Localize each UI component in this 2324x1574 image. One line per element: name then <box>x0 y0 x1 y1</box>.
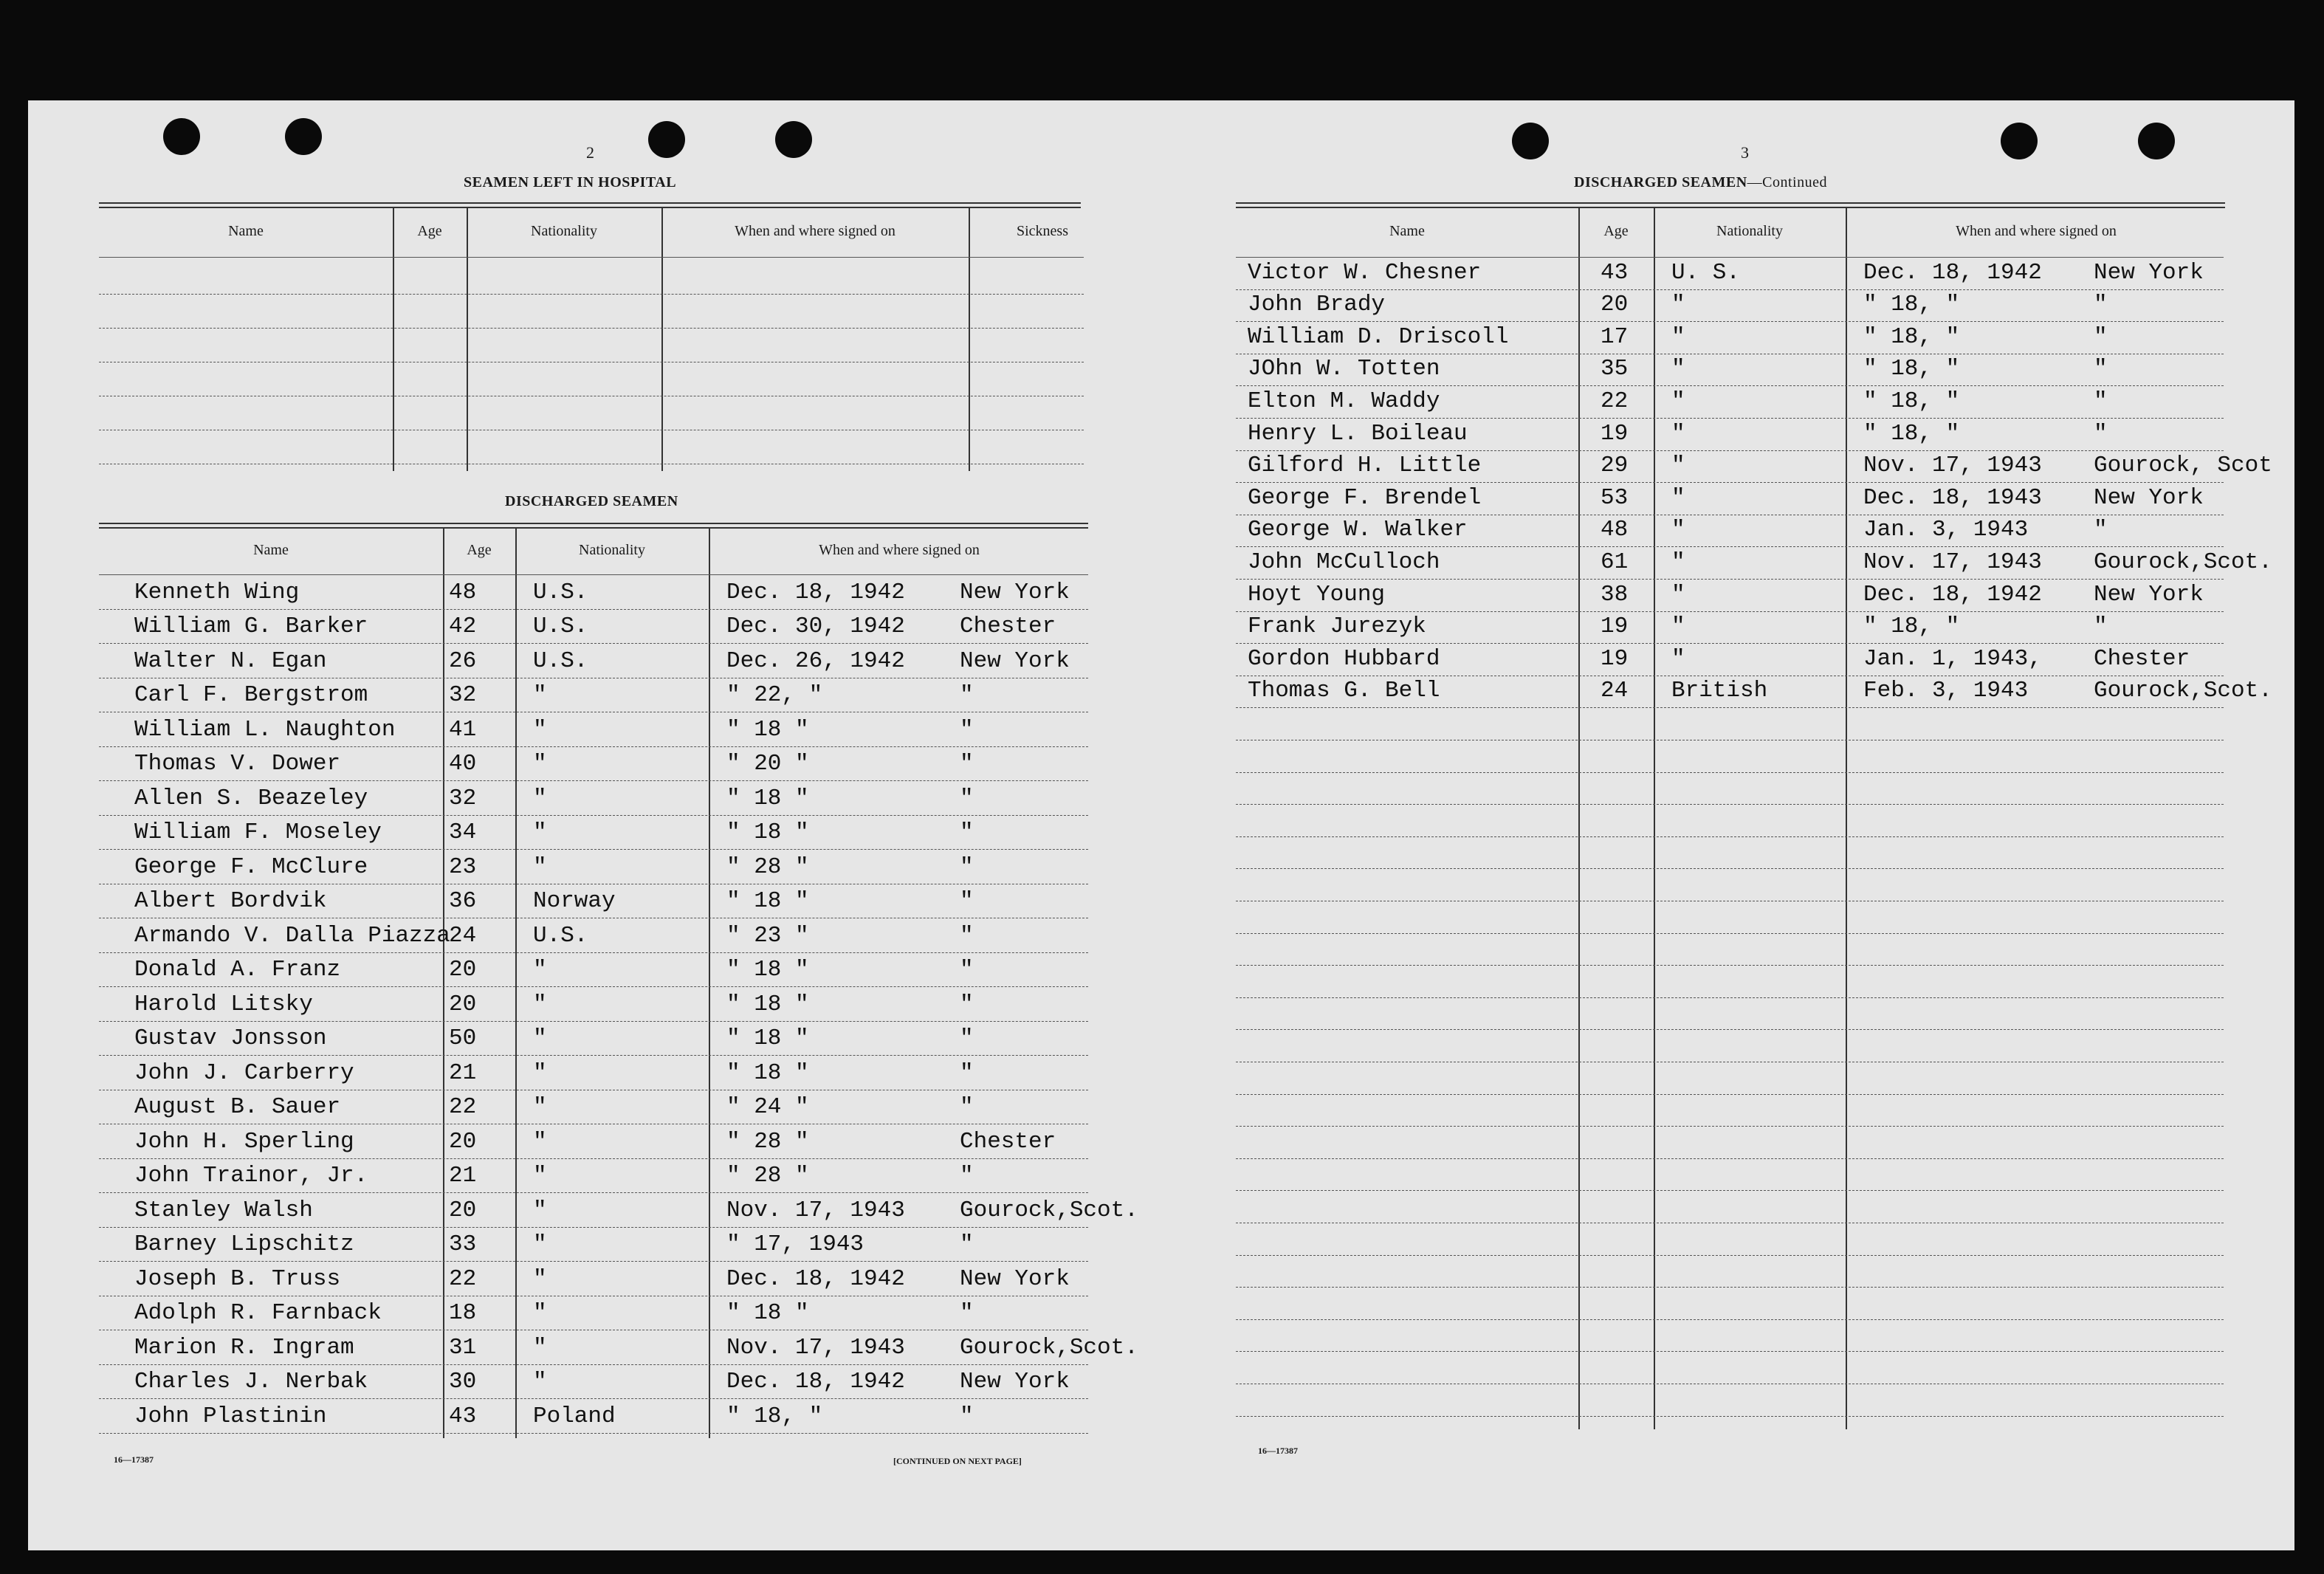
seaman-name: Adolph R. Farnback <box>134 1300 382 1326</box>
seaman-name: Allen S. Beazeley <box>134 785 368 811</box>
signed-on-date: " 28 " <box>726 853 809 880</box>
seaman-nationality: " <box>1671 292 1685 318</box>
signed-on-place: Gourock,Scot. <box>960 1197 1138 1223</box>
signed-on-date: Dec. 18, 1942 <box>726 579 905 605</box>
seaman-nationality: " <box>1671 614 1685 640</box>
seaman-name: Carl F. Bergstrom <box>134 682 368 708</box>
table-row <box>99 1230 1088 1265</box>
signed-on-date: " 18 " <box>726 1059 809 1086</box>
seaman-name: John Trainor, Jr. <box>134 1163 368 1189</box>
seaman-name: Albert Bordvik <box>134 888 327 914</box>
signed-on-place: " <box>960 716 974 743</box>
seaman-nationality: " <box>533 1265 547 1292</box>
table-row <box>1236 357 2224 389</box>
seaman-nationality: " <box>533 1197 547 1223</box>
seaman-nationality: " <box>1671 323 1685 350</box>
column-divider <box>467 208 468 471</box>
seaman-age: 20 <box>449 1197 477 1223</box>
continued-note: [CONTINUED ON NEXT PAGE] <box>893 1456 1022 1466</box>
signed-on-place: " <box>960 1403 974 1429</box>
seaman-age: 29 <box>1601 453 1629 479</box>
signed-on-place: New York <box>960 579 1070 605</box>
signed-on-place: " <box>960 682 974 708</box>
signed-on-place: " <box>2094 388 2108 414</box>
seaman-nationality: " <box>533 1334 547 1361</box>
seaman-age: 35 <box>1601 356 1629 382</box>
signed-on-date: Dec. 30, 1942 <box>726 614 905 639</box>
signed-on-place: New York <box>2094 484 2204 511</box>
table-rule <box>99 523 1088 524</box>
seaman-age: 32 <box>449 785 477 811</box>
table-row <box>1236 549 2272 582</box>
signed-on-date: " 18 " <box>726 1300 809 1326</box>
row-line <box>1236 1351 2224 1352</box>
table-row <box>1236 678 2272 711</box>
seaman-nationality: U. S. <box>1671 259 1741 286</box>
seaman-nationality: " <box>533 716 547 743</box>
signed-on-date: Dec. 18, 1942 <box>726 1369 905 1395</box>
seaman-name: Harold Litsky <box>134 991 313 1017</box>
row-line <box>1236 1094 2224 1095</box>
seaman-name: Thomas G. Bell <box>1248 678 1440 704</box>
seaman-nationality: " <box>1671 581 1685 608</box>
seaman-name: Gilford H. Little <box>1248 453 1482 479</box>
row-line <box>1236 1287 2224 1288</box>
seaman-nationality: " <box>533 1369 547 1395</box>
seaman-age: 53 <box>1601 484 1629 511</box>
seaman-age: 24 <box>449 922 477 949</box>
seaman-name: Gordon Hubbard <box>1248 645 1440 672</box>
table-row <box>1236 421 2224 453</box>
signed-on-date: " 18, " <box>1863 614 1960 640</box>
seaman-age: 40 <box>449 751 477 777</box>
seaman-age: 31 <box>449 1334 477 1361</box>
seaman-nationality: " <box>533 1025 547 1051</box>
header-rule <box>1236 257 2224 258</box>
seaman-nationality: " <box>1671 420 1685 447</box>
signed-on-date: " 24 " <box>726 1094 809 1120</box>
column-divider <box>969 208 970 471</box>
seaman-age: 20 <box>449 991 477 1017</box>
signed-on-date: Nov. 17, 1943 <box>726 1197 905 1223</box>
row-line <box>1236 1190 2224 1191</box>
signed-on-date: " 23 " <box>726 922 809 949</box>
signed-on-date: Dec. 18, 1943 <box>1863 484 2042 511</box>
seaman-age: 34 <box>449 819 477 845</box>
signed-on-date: " 18, " <box>1863 356 1960 382</box>
col-header-age: Age <box>467 542 492 558</box>
signed-on-date: Nov. 17, 1943 <box>1863 549 2042 575</box>
signed-on-date: Dec. 18, 1942 <box>1863 581 2042 608</box>
signed-on-date: " 18 " <box>726 991 809 1017</box>
signed-on-place: " <box>960 922 974 949</box>
signed-on-date: Dec. 26, 1942 <box>726 647 905 674</box>
signed-on-date: " 28 " <box>726 1128 809 1155</box>
signed-on-place: Gourock,Scot. <box>2094 678 2272 704</box>
seaman-name: Donald A. Franz <box>134 957 341 983</box>
table-row <box>99 818 1088 853</box>
right-page <box>1236 100 2272 1550</box>
discharged-section-title: DISCHARGED SEAMEN <box>505 493 678 509</box>
table-row <box>99 1195 1138 1230</box>
signed-on-date: " 28 " <box>726 1163 809 1189</box>
table-row <box>99 1367 1088 1402</box>
seaman-name: Barney Lipschitz <box>134 1231 354 1257</box>
signed-on-date: Jan. 3, 1943 <box>1863 517 2029 543</box>
seaman-name: Hoyt Young <box>1248 581 1386 608</box>
table-row <box>1236 388 2224 421</box>
seaman-age: 19 <box>1601 645 1629 672</box>
seaman-age: 50 <box>449 1025 477 1051</box>
seaman-name: John H. Sperling <box>134 1128 354 1155</box>
signed-on-place: New York <box>960 647 1070 674</box>
seaman-name: William G. Barker <box>134 614 368 639</box>
signed-on-date: " 18 " <box>726 819 809 845</box>
seaman-age: 38 <box>1601 581 1629 608</box>
table-row <box>99 921 1088 955</box>
seaman-name: William D. Driscoll <box>1248 323 1509 350</box>
document-sheet <box>28 100 2294 1550</box>
signed-on-place: " <box>960 1163 974 1189</box>
column-divider <box>661 208 663 471</box>
seaman-name: William L. Naughton <box>134 716 396 743</box>
signed-on-place: " <box>2094 323 2108 350</box>
signed-on-place: " <box>960 1231 974 1257</box>
signed-on-date: " 18, " <box>726 1403 823 1429</box>
col-header-signed-on: When and where signed on <box>1956 223 2117 239</box>
signed-on-date: Dec. 18, 1942 <box>726 1265 905 1292</box>
row-line <box>1236 868 2224 869</box>
table-row <box>99 1299 1088 1333</box>
signed-on-date: " 18 " <box>726 888 809 914</box>
seaman-name: George W. Walker <box>1248 517 1468 543</box>
table-row <box>99 612 1088 647</box>
signed-on-place: New York <box>2094 581 2204 608</box>
seaman-age: 20 <box>449 957 477 983</box>
seaman-nationality: " <box>533 682 547 708</box>
signed-on-place: New York <box>960 1265 1070 1292</box>
seaman-nationality: " <box>533 853 547 880</box>
table-row <box>1236 485 2224 518</box>
seaman-age: 21 <box>449 1163 477 1189</box>
seaman-age: 17 <box>1601 323 1629 350</box>
seaman-nationality: " <box>533 1128 547 1155</box>
table-row <box>1236 260 2224 292</box>
row-line <box>1236 1416 2224 1417</box>
seaman-age: 19 <box>1601 420 1629 447</box>
seaman-age: 42 <box>449 614 477 639</box>
table-row <box>99 1264 1088 1299</box>
col-header-name: Name <box>1389 223 1425 239</box>
signed-on-place: " <box>960 957 974 983</box>
seaman-age: 61 <box>1601 549 1629 575</box>
row-line <box>1236 1255 2224 1256</box>
signed-on-place: Chester <box>960 1128 1056 1155</box>
seaman-name: Victor W. Chesner <box>1248 259 1482 286</box>
table-row <box>99 955 1088 990</box>
table-row <box>99 852 1088 887</box>
seaman-name: John J. Carberry <box>134 1059 354 1086</box>
seaman-nationality: " <box>533 1163 547 1189</box>
table-row <box>99 715 1088 749</box>
table-row <box>99 681 1088 715</box>
signed-on-date: Nov. 17, 1943 <box>1863 453 2042 479</box>
seaman-age: 19 <box>1601 614 1629 640</box>
discharged-continued-title <box>1574 174 1827 191</box>
signed-on-date: " 18 " <box>726 716 809 743</box>
seaman-nationality: Norway <box>533 888 616 914</box>
table-row <box>99 1058 1088 1093</box>
seaman-nationality: U.S. <box>533 579 588 605</box>
seaman-age: 30 <box>449 1369 477 1395</box>
signed-on-place: New York <box>2094 259 2204 286</box>
table-row <box>99 1093 1088 1127</box>
table-row <box>1236 518 2224 550</box>
table-row <box>1236 614 2224 647</box>
table-row <box>99 1024 1088 1059</box>
signed-on-date: " 22, " <box>726 682 823 708</box>
table-row <box>1236 453 2272 486</box>
signed-on-place: Chester <box>960 614 1056 639</box>
row-line <box>99 294 1084 295</box>
hospital-section-title: SEAMEN LEFT IN HOSPITAL <box>464 174 677 190</box>
signed-on-date: " 18, " <box>1863 292 1960 318</box>
seaman-name: Kenneth Wing <box>134 579 300 605</box>
row-line <box>99 257 1084 258</box>
signed-on-place: " <box>960 751 974 777</box>
table-row <box>1236 646 2224 678</box>
signed-on-date: Nov. 17, 1943 <box>726 1334 905 1361</box>
table-row <box>1236 582 2224 614</box>
col-header-age: Age <box>1603 223 1629 239</box>
signed-on-place: " <box>960 888 974 914</box>
signed-on-date: " 20 " <box>726 751 809 777</box>
seaman-nationality: U.S. <box>533 614 588 639</box>
seaman-name: George F. Brendel <box>1248 484 1482 511</box>
table-row <box>99 1401 1088 1436</box>
signed-on-place: " <box>960 1094 974 1120</box>
seaman-nationality: " <box>1671 645 1685 672</box>
signed-on-date: " 18 " <box>726 1025 809 1051</box>
seaman-name: William F. Moseley <box>134 819 382 845</box>
seaman-name: Marion R. Ingram <box>134 1334 354 1361</box>
row-line <box>1236 1319 2224 1320</box>
seaman-nationality: " <box>533 1094 547 1120</box>
form-number: 16—17387 <box>114 1454 154 1465</box>
table-row <box>99 577 1088 612</box>
seaman-age: 20 <box>449 1128 477 1155</box>
col-header-age: Age <box>417 223 442 239</box>
seaman-name: Elton M. Waddy <box>1248 388 1440 414</box>
row-line <box>1236 1029 2224 1030</box>
signed-on-place: Chester <box>2094 645 2190 672</box>
seaman-name: JOhn W. Totten <box>1248 356 1440 382</box>
seaman-nationality: " <box>533 1059 547 1086</box>
column-divider <box>393 208 394 471</box>
signed-on-date: " 18 " <box>726 957 809 983</box>
signed-on-place: " <box>960 1300 974 1326</box>
seaman-nationality: " <box>1671 517 1685 543</box>
form-number: 16—17387 <box>1258 1446 1298 1456</box>
seaman-nationality: U.S. <box>533 647 588 674</box>
seaman-nationality: " <box>533 957 547 983</box>
col-header-nationality: Nationality <box>531 223 597 239</box>
table-rule <box>99 207 1081 208</box>
header-rule <box>99 574 1088 575</box>
seaman-name: Henry L. Boileau <box>1248 420 1468 447</box>
seaman-name: August B. Sauer <box>134 1094 341 1120</box>
seaman-age: 36 <box>449 888 477 914</box>
signed-on-place: New York <box>960 1369 1070 1395</box>
seaman-age: 43 <box>449 1403 477 1429</box>
seaman-nationality: " <box>533 819 547 845</box>
table-row <box>99 783 1088 818</box>
seaman-name: Frank Jurezyk <box>1248 614 1426 640</box>
seaman-nationality: " <box>1671 453 1685 479</box>
signed-on-place: " <box>960 1059 974 1086</box>
table-row <box>99 646 1088 681</box>
col-header-sickness: Sickness <box>1017 223 1068 239</box>
signed-on-place: " <box>2094 356 2108 382</box>
seaman-age: 26 <box>449 647 477 674</box>
table-rule <box>1236 207 2225 208</box>
seaman-age: 22 <box>449 1094 477 1120</box>
seaman-age: 18 <box>449 1300 477 1326</box>
signed-on-place: " <box>960 1025 974 1051</box>
col-header-nationality: Nationality <box>1716 223 1783 239</box>
seaman-name: Walter N. Egan <box>134 647 327 674</box>
seaman-nationality: Poland <box>533 1403 616 1429</box>
signed-on-date: " 18 " <box>726 785 809 811</box>
seaman-age: 23 <box>449 853 477 880</box>
seaman-name: Stanley Walsh <box>134 1197 313 1223</box>
seaman-age: 48 <box>1601 517 1629 543</box>
seaman-age: 32 <box>449 682 477 708</box>
signed-on-place: " <box>2094 614 2108 640</box>
seaman-age: 22 <box>449 1265 477 1292</box>
seaman-name: John Plastinin <box>134 1403 327 1429</box>
seaman-age: 48 <box>449 579 477 605</box>
seaman-nationality: " <box>1671 484 1685 511</box>
seaman-name: Gustav Jonsson <box>134 1025 327 1051</box>
table-rule <box>1236 202 2225 204</box>
title-main: DISCHARGED SEAMEN <box>1574 174 1747 190</box>
title-suffix: —Continued <box>1747 174 1827 190</box>
seaman-age: 43 <box>1601 259 1629 286</box>
seaman-age: 24 <box>1601 678 1629 704</box>
seaman-age: 33 <box>449 1231 477 1257</box>
seaman-nationality: U.S. <box>533 922 588 949</box>
signed-on-place: " <box>2094 517 2108 543</box>
seaman-nationality: British <box>1671 678 1768 704</box>
row-line <box>1236 965 2224 966</box>
seaman-nationality: " <box>1671 549 1685 575</box>
row-line <box>1236 997 2224 998</box>
signed-on-date: Feb. 3, 1943 <box>1863 678 2029 704</box>
col-header-signed-on: When and where signed on <box>735 223 895 239</box>
seaman-age: 20 <box>1601 292 1629 318</box>
row-line <box>1236 1126 2224 1127</box>
table-row <box>99 887 1088 921</box>
signed-on-place: " <box>960 819 974 845</box>
seaman-age: 21 <box>449 1059 477 1086</box>
col-header-signed-on: When and where signed on <box>819 542 980 558</box>
seaman-name: John Brady <box>1248 292 1386 318</box>
table-row <box>99 1333 1138 1367</box>
row-line <box>1236 1158 2224 1159</box>
table-row <box>99 989 1088 1024</box>
table-rule <box>99 202 1081 204</box>
signed-on-date: Jan. 1, 1943, <box>1863 645 2042 672</box>
table-row <box>99 1161 1088 1196</box>
page-number: 2 <box>586 143 594 162</box>
col-header-nationality: Nationality <box>579 542 645 558</box>
table-row <box>1236 292 2224 325</box>
table-row <box>99 749 1088 784</box>
row-line <box>99 328 1084 329</box>
signed-on-place: " <box>2094 420 2108 447</box>
seaman-nationality: " <box>1671 388 1685 414</box>
row-line <box>1236 804 2224 805</box>
seaman-nationality: " <box>533 1300 547 1326</box>
seaman-age: 22 <box>1601 388 1629 414</box>
row-line <box>1236 772 2224 773</box>
signed-on-date: " 18, " <box>1863 420 1960 447</box>
row-line <box>1236 933 2224 934</box>
table-row <box>1236 324 2224 357</box>
seaman-name: George F. McClure <box>134 853 368 880</box>
signed-on-place: Gourock, Scot <box>2094 453 2272 479</box>
left-page <box>99 100 1138 1550</box>
signed-on-date: " 18, " <box>1863 323 1960 350</box>
table-rule <box>99 527 1088 529</box>
seaman-name: John McCulloch <box>1248 549 1440 575</box>
table-row <box>99 1127 1088 1161</box>
seaman-name: Joseph B. Truss <box>134 1265 341 1292</box>
seaman-name: Thomas V. Dower <box>134 751 341 777</box>
seaman-nationality: " <box>533 991 547 1017</box>
seaman-age: 41 <box>449 716 477 743</box>
signed-on-place: " <box>960 991 974 1017</box>
signed-on-date: " 18, " <box>1863 388 1960 414</box>
seaman-name: Armando V. Dalla Piazza <box>134 922 450 949</box>
signed-on-date: " 17, 1943 <box>726 1231 864 1257</box>
signed-on-place: Gourock,Scot. <box>2094 549 2272 575</box>
seaman-nationality: " <box>533 751 547 777</box>
col-header-name: Name <box>253 542 289 558</box>
page-number: 3 <box>1741 143 1749 162</box>
seaman-nationality: " <box>533 1231 547 1257</box>
signed-on-place: Gourock,Scot. <box>960 1334 1138 1361</box>
col-header-name: Name <box>228 223 264 239</box>
row-line <box>1236 836 2224 837</box>
seaman-name: Charles J. Nerbak <box>134 1369 368 1395</box>
seaman-nationality: " <box>1671 356 1685 382</box>
signed-on-place: " <box>2094 292 2108 318</box>
signed-on-date: Dec. 18, 1942 <box>1863 259 2042 286</box>
seaman-nationality: " <box>533 785 547 811</box>
signed-on-place: " <box>960 853 974 880</box>
signed-on-place: " <box>960 785 974 811</box>
